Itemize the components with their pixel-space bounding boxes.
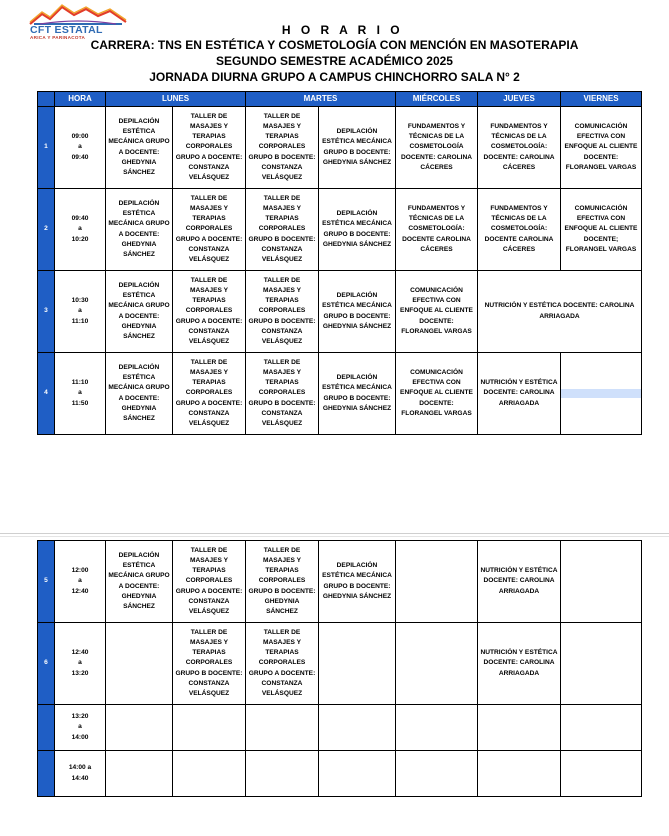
lunes-cell-a: DEPILACIÓN ESTÉTICA MECÁNICA GRUPO A DOCENTE: GHEDYNIA SÁNCHEZ — [106, 271, 173, 353]
table-row — [38, 353, 642, 435]
lunes-cell-b: TALLER DE MASAJES Y TERAPIAS CORPORALES GRUPO A DOCENTE: CONSTANZA VELÁSQUEZ — [173, 189, 246, 271]
lunes-cell-b: TALLER DE MASAJES Y TERAPIAS CORPORALES GRUPO A DOCENTE: CONSTANZA VELÁSQUEZ — [173, 107, 246, 189]
table-row — [38, 189, 642, 271]
page-title: H O R A R I O — [281, 23, 404, 37]
martes-cell-b: DEPILACIÓN ESTÉTICA MECÁNICA GRUPO B DOCENTE: GHEDYNIA SÁNCHEZ — [319, 271, 396, 353]
martes-header: MARTES — [246, 92, 396, 107]
row-number: 1 — [38, 107, 55, 189]
table-row — [38, 705, 642, 751]
viernes-cell — [561, 705, 642, 751]
miercoles-cell — [396, 541, 478, 623]
miercoles-cell: FUNDAMENTOS Y TÉCNICAS DE LA COSMETOLOGÍA DOCENTE: CAROLINA CÁCERES — [396, 107, 478, 189]
row-number: 4 — [38, 353, 55, 435]
martes-cell-b: DEPILACIÓN ESTÉTICA MECÁNICA GRUPO B DOCENTE: GHEDYNIA SÁNCHEZ — [319, 107, 396, 189]
martes-cell-b — [319, 751, 396, 797]
lunes-cell-b — [173, 705, 246, 751]
lunes-cell-a: DEPILACIÓN ESTÉTICA MECÁNICA GRUPO A DOCENTE: GHEDYNIA SÁNCHEZ — [106, 189, 173, 271]
martes-cell-a — [246, 705, 319, 751]
time-cell: 10:30 a 11:10 — [55, 271, 106, 353]
page-break-line — [0, 536, 669, 537]
martes-cell-a: TALLER DE MASAJES Y TERAPIAS CORPORALES GRUPO B DOCENTE: CONSTANZA VELÁSQUEZ — [246, 271, 319, 353]
logo-region: ARICA Y PARINACOTA — [30, 35, 86, 40]
jueves-cell — [478, 705, 561, 751]
logo-name: CFT ESTATAL — [30, 24, 103, 36]
page-break-line — [0, 533, 669, 534]
lunes-cell-b — [173, 751, 246, 797]
lunes-cell-a: DEPILACIÓN ESTÉTICA MECÁNICA GRUPO A DOCENTE: GHEDYNIA SÁNCHEZ — [106, 107, 173, 189]
jueves-cell: NUTRICIÓN Y ESTÉTICA DOCENTE: CAROLINA ARRIAGADA — [478, 541, 561, 623]
num-header — [38, 92, 55, 107]
viernes-cell: COMUNICACIÓN EFECTIVA CON ENFOQUE AL CLIENTE DOCENTE; FLORANGEL VARGAS — [561, 189, 642, 271]
miercoles-cell: COMUNICACIÓN EFECTIVA CON ENFOQUE AL CLIENTE DOCENTE: FLORANGEL VARGAS — [396, 353, 478, 435]
lunes-cell-b: TALLER DE MASAJES Y TERAPIAS CORPORALES GRUPO A DOCENTE: CONSTANZA VELÁSQUEZ — [173, 353, 246, 435]
martes-cell-a: TALLER DE MASAJES Y TERAPIAS CORPORALES GRUPO B DOCENTE: CONSTANZA VELÁSQUEZ — [246, 353, 319, 435]
martes-cell-b: DEPILACIÓN ESTÉTICA MECÁNICA GRUPO B DOCENTE: GHEDYNIA SÁNCHEZ — [319, 541, 396, 623]
schedule-table-part-1 — [37, 91, 642, 435]
viernes-cell — [561, 751, 642, 797]
jueves-cell: FUNDAMENTOS Y TÉCNICAS DE LA COSMETOLOGÍA: DOCENTE: CAROLINA CÁCERES — [478, 107, 561, 189]
time-cell: 13:20 a 14:00 — [55, 705, 106, 751]
time-cell: 09:40 a 10:20 — [55, 189, 106, 271]
miercoles-cell — [396, 751, 478, 797]
lunes-cell-a — [106, 751, 173, 797]
viernes-cell — [561, 623, 642, 705]
lunes-cell-a: DEPILACIÓN ESTÉTICA MECÁNICA GRUPO A DOCENTE: GHEDYNIA SÁNCHEZ — [106, 541, 173, 623]
session-title: JORNADA DIURNA GRUPO A CAMPUS CHINCHORRO SALA N° 2 — [149, 70, 520, 84]
martes-cell-b — [319, 705, 396, 751]
martes-cell-a: TALLER DE MASAJES Y TERAPIAS CORPORALES GRUPO B DOCENTE: GHEDYNIA SÁNCHEZ — [246, 541, 319, 623]
table-row — [38, 271, 642, 353]
lunes-header: LUNES — [106, 92, 246, 107]
martes-cell-b: DEPILACIÓN ESTÉTICA MECÁNICA GRUPO B DOCENTE: GHEDYNIA SÁNCHEZ — [319, 353, 396, 435]
table-row — [38, 541, 642, 623]
martes-cell-a — [246, 751, 319, 797]
time-cell: 11:10 a 11:50 — [55, 353, 106, 435]
miercoles-cell: COMUNICACIÓN EFECTIVA CON ENFOQUE AL CLIENTE DOCENTE: FLORANGEL VARGAS — [396, 271, 478, 353]
table-header-row — [38, 92, 642, 107]
table-row — [38, 751, 642, 797]
row-number: 5 — [38, 541, 55, 623]
martes-cell-b: DEPILACIÓN ESTÉTICA MECÁNICA GRUPO B DOCENTE: GHEDYNIA SÁNCHEZ — [319, 189, 396, 271]
martes-cell-a: TALLER DE MASAJES Y TERAPIAS CORPORALES GRUPO B DOCENTE: CONSTANZA VELÁSQUEZ — [246, 107, 319, 189]
lunes-cell-b: TALLER DE MASAJES Y TERAPIAS CORPORALES GRUPO B DOCENTE: CONSTANZA VELÁSQUEZ — [173, 623, 246, 705]
miercoles-cell — [396, 705, 478, 751]
miercoles-cell: FUNDAMENTOS Y TÉCNICAS DE LA COSMETOLOGÍA: DOCENTE CAROLINA CÁCERES — [396, 189, 478, 271]
lunes-cell-a — [106, 623, 173, 705]
row-number: 6 — [38, 623, 55, 705]
jueves-cell: NUTRICIÓN Y ESTÉTICA DOCENTE: CAROLINA ARRIAGADA — [478, 353, 561, 435]
row-number: 2 — [38, 189, 55, 271]
time-cell: 12:40 a 13:20 — [55, 623, 106, 705]
jueves-cell: NUTRICIÓN Y ESTÉTICA DOCENTE: CAROLINA ARRIAGADA — [478, 623, 561, 705]
document-header — [0, 22, 669, 85]
martes-cell-b — [319, 623, 396, 705]
hora-header: HORA — [55, 92, 106, 107]
table-row — [38, 623, 642, 705]
lunes-cell-a: DEPILACIÓN ESTÉTICA MECÁNICA GRUPO A DOCENTE: GHEDYNIA SÁNCHEZ — [106, 353, 173, 435]
viernes-cell — [561, 541, 642, 623]
jueves-viernes-cell: NUTRICIÓN Y ESTÉTICA DOCENTE: CAROLINA ARRIAGADA — [478, 271, 642, 353]
lunes-cell-b: TALLER DE MASAJES Y TERAPIAS CORPORALES GRUPO A DOCENTE: CONSTANZA VELÁSQUEZ — [173, 541, 246, 623]
martes-cell-a: TALLER DE MASAJES Y TERAPIAS CORPORALES GRUPO A DOCENTE: CONSTANZA VELÁSQUEZ — [246, 623, 319, 705]
viernes-cell — [561, 353, 642, 435]
miercoles-header: MIÉRCOLES — [396, 92, 478, 107]
time-cell: 12:00 a 12:40 — [55, 541, 106, 623]
row-number: 3 — [38, 271, 55, 353]
table-row — [38, 107, 642, 189]
semester-title: SEGUNDO SEMESTRE ACADÉMICO 2025 — [216, 54, 453, 68]
highlight-bar — [561, 389, 641, 398]
row-number — [38, 705, 55, 751]
time-cell: 14:00 a 14:40 — [55, 751, 106, 797]
lunes-cell-b: TALLER DE MASAJES Y TERAPIAS CORPORALES GRUPO A DOCENTE: CONSTANZA VELÁSQUEZ — [173, 271, 246, 353]
jueves-cell: FUNDAMENTOS Y TÉCNICAS DE LA COSMETOLOGÍA: DOCENTE CAROLINA CÁCERES — [478, 189, 561, 271]
miercoles-cell — [396, 623, 478, 705]
martes-cell-a: TALLER DE MASAJES Y TERAPIAS CORPORALES GRUPO B DOCENTE: CONSTANZA VELÁSQUEZ — [246, 189, 319, 271]
row-number — [38, 751, 55, 797]
time-cell: 09:00 a 09:40 — [55, 107, 106, 189]
career-title: CARRERA: TNS EN ESTÉTICA Y COSMETOLOGÍA CON MENCIÓN EN MASOTERAPIA — [90, 38, 579, 52]
viernes-header: VIERNES — [561, 92, 642, 107]
viernes-cell: COMUNICACIÓN EFECTIVA CON ENFOQUE AL CLIENTE DOCENTE: FLORANGEL VARGAS — [561, 107, 642, 189]
schedule-table-part-2 — [37, 540, 642, 797]
jueves-header: JUEVES — [478, 92, 561, 107]
lunes-cell-a — [106, 705, 173, 751]
jueves-cell — [478, 751, 561, 797]
